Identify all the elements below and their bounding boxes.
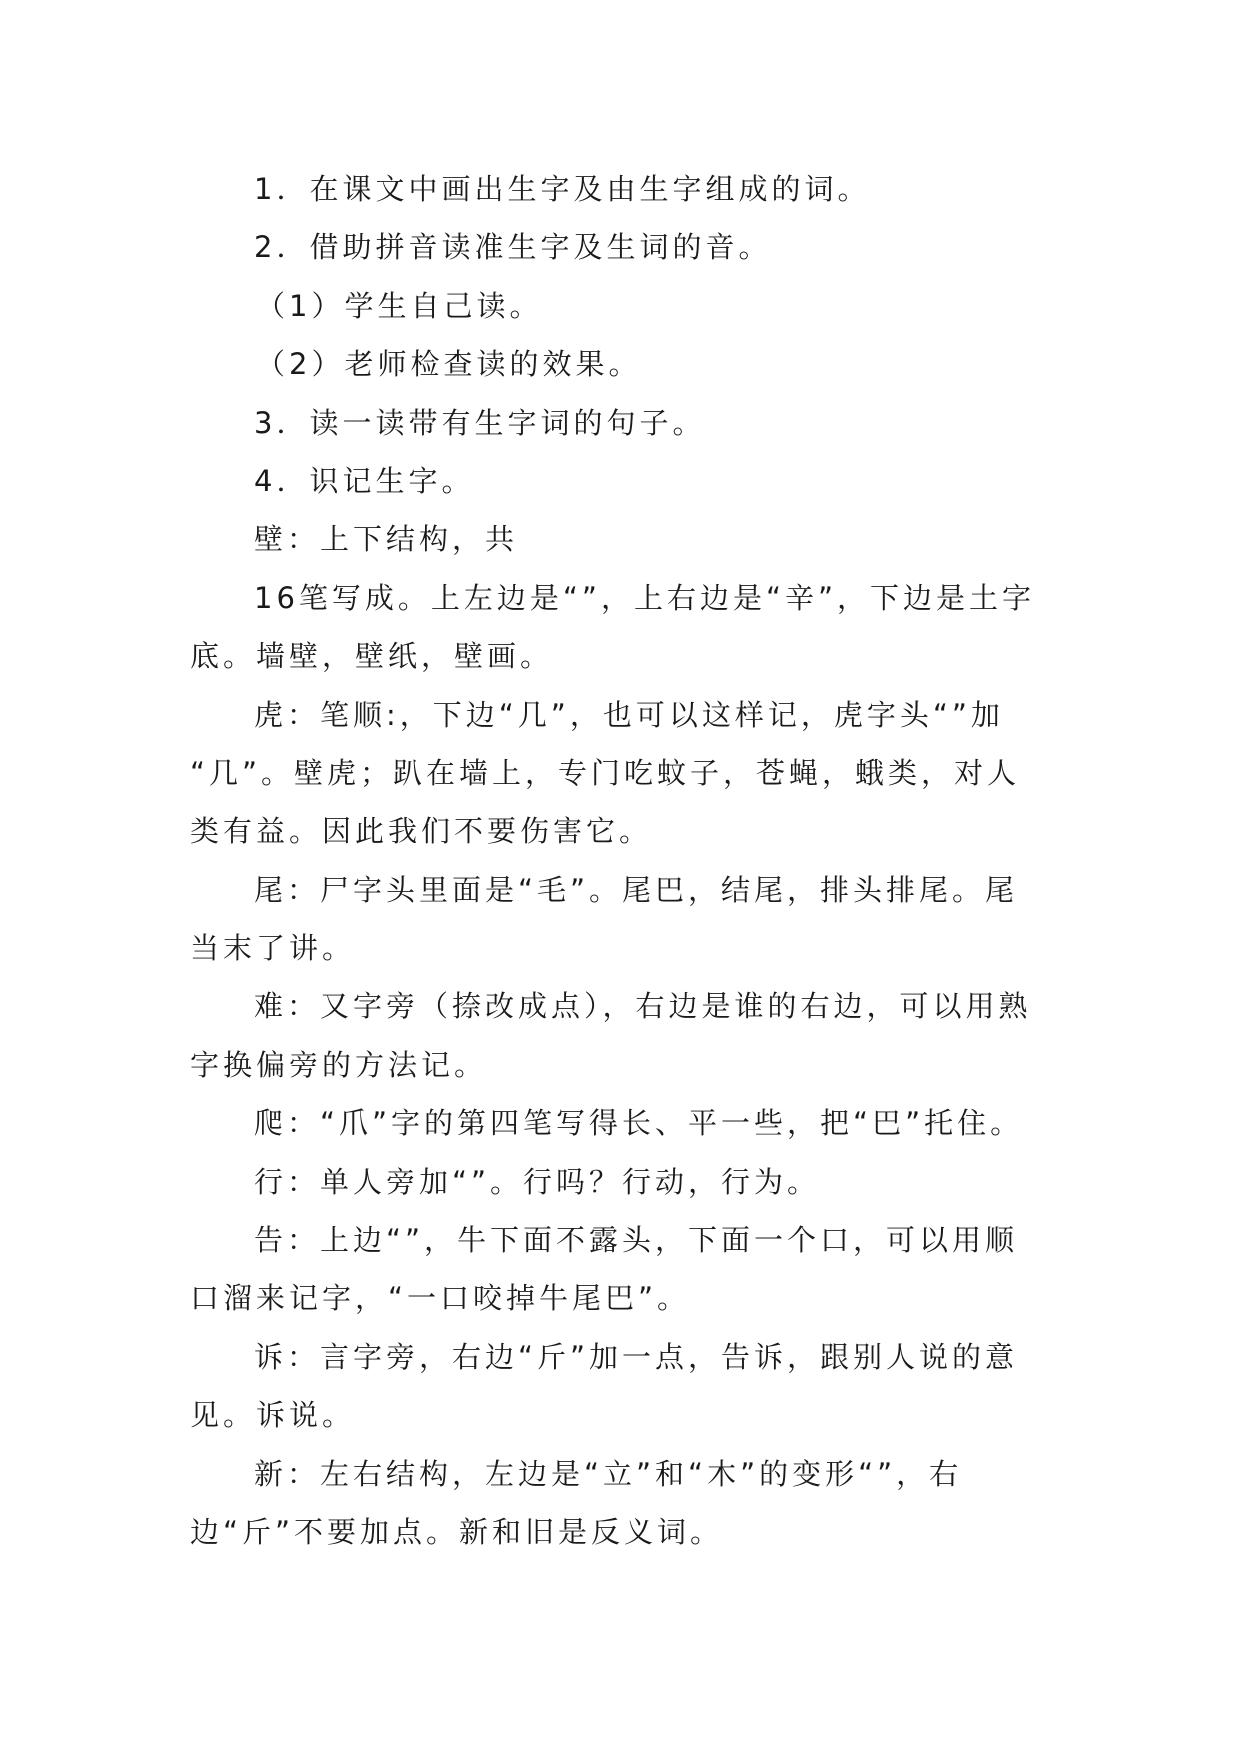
text-line: 告：上边“”，牛下面不露头，下面一个口，可以用顺 bbox=[254, 1223, 1019, 1258]
text-line: 边“斤”不要加点。新和旧是反义词。 bbox=[190, 1514, 724, 1549]
text-line: 尾：尸字头里面是“毛”。尾巴，结尾，排头排尾。尾 bbox=[254, 872, 1019, 907]
text-line: 虎：笔顺:，下边“几”，也可以这样记，虎字头“”加 bbox=[254, 697, 1004, 732]
text-line: 诉：言字旁，右边“斤”加一点，告诉，跟别人说的意 bbox=[254, 1339, 1019, 1374]
text-line: “几”。壁虎；趴在墙上，专门吃蚊子，苍蝇，蛾类，对人 bbox=[190, 755, 1021, 790]
text-line: 当末了讲。 bbox=[190, 931, 356, 966]
document-body bbox=[190, 160, 1050, 1561]
text-line: 类有益。因此我们不要伤害它。 bbox=[190, 814, 653, 849]
text-line: 4．识记生字。 bbox=[254, 463, 475, 498]
text-line: 2．借助拼音读准生字及生词的音。 bbox=[254, 230, 772, 265]
text-line: 行：单人旁加“”。行吗？行动，行为。 bbox=[254, 1164, 821, 1199]
text-line: 新：左右结构，左边是“立”和“木”的变形“”，右 bbox=[254, 1456, 963, 1491]
text-line: 爬：“爪”字的第四笔写得长、平一些，把“巴”托住。 bbox=[254, 1106, 1024, 1141]
text-line: 见。诉说。 bbox=[190, 1398, 356, 1433]
text-line: 难：又字旁（捺改成点），右边是谁的右边，可以用熟 bbox=[254, 989, 1032, 1024]
text-line: 1．在课文中画出生字及由生字组成的词。 bbox=[254, 172, 871, 206]
text-line: 16笔写成。上左边是“”，上右边是“辛”，下边是土字 bbox=[254, 580, 1035, 615]
text-line: 3．读一读带有生字词的句子。 bbox=[254, 405, 706, 440]
text-line: 壁：上下结构，共 bbox=[254, 522, 519, 557]
text-line: 底。墙壁，壁纸，壁画。 bbox=[190, 639, 554, 674]
text-line: （1）学生自己读。 bbox=[256, 288, 543, 323]
text-line: 口溜来记字，“一口咬掉牛尾巴”。 bbox=[190, 1281, 691, 1316]
text-line: （2）老师检查读的效果。 bbox=[256, 347, 642, 382]
text-line: 字换偏旁的方法记。 bbox=[190, 1047, 488, 1082]
